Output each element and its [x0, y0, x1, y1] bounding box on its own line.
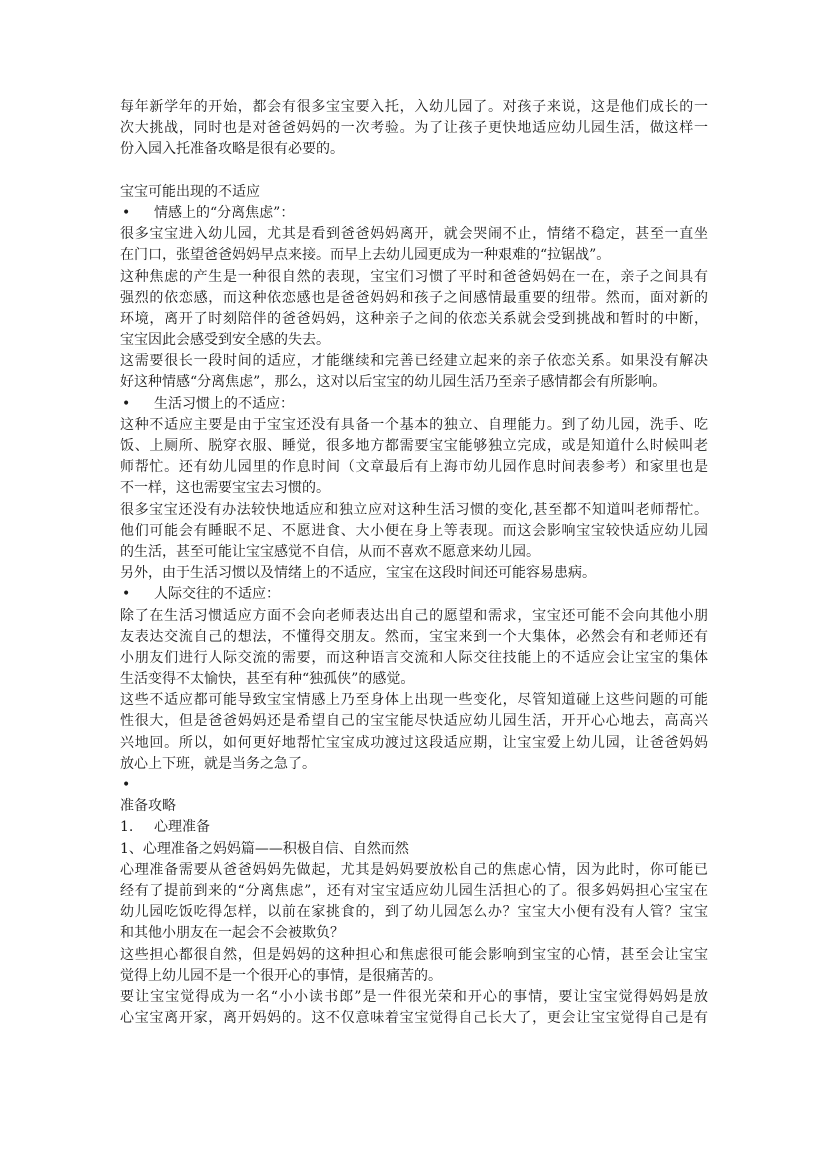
section-heading: 宝宝可能出现的不适应: [120, 183, 260, 200]
bullet-item-separation-anxiety: [120, 203, 708, 224]
intro-paragraph: [120, 97, 708, 161]
text-line: 幼儿园吃饭吃得怎样，以前在家挑食的，到了幼儿园怎么办？宝宝大小便有没有人管？宝宝: [120, 904, 708, 921]
bullet-label: 情感上的“分离焦虑”：: [154, 204, 295, 221]
paragraph: [120, 945, 708, 987]
text-line: 环境，离开了时刻陪伴的爸爸妈妈，这种亲子之间的依恋关系就会受到挑战和暂时的中断，: [120, 310, 708, 327]
paragraph: [120, 987, 708, 1029]
paragraph: [120, 415, 708, 500]
bullet-label: 人际交往的不适应：: [154, 586, 280, 603]
text-line: 这些不适应都可能导致宝宝情感上乃至身体上出现一些变化，尽管知道碰上这些问题的可能: [120, 692, 708, 709]
bullet-item-social-interaction: [120, 584, 708, 605]
paragraph: [120, 224, 708, 266]
subsection-heading: 1、心理准备之妈妈篇——积极自信、自然而然: [120, 840, 409, 857]
paragraph: [120, 267, 708, 352]
text-line: 每年新学年的开始，都会有很多宝宝要入托，入幼儿园了。对孩子来说，这是他们成长的一: [120, 99, 708, 115]
text-line: 生活变得不太愉快，甚至有种“独孤侠”的感觉。: [120, 671, 415, 688]
text-line: 他们可能会有睡眠不足、不愿进食、大小便在身上等表现。而这会影响宝宝较快适应幼儿园: [120, 522, 708, 539]
section-heading: 准备攻略: [120, 798, 176, 815]
text-line: 强烈的依恋感，而这种依恋感也是爸爸妈妈和孩子之间感情最重要的纽带。然而，面对新的: [120, 289, 708, 306]
text-line: 觉得上幼儿园不是一个很开心的事情，是很痛苦的。: [120, 967, 442, 984]
text-line: 这种焦虑的产生是一种很自然的表现，宝宝们习惯了平时和爸爸妈妈在一在，亲子之间具有: [120, 268, 708, 285]
bullet-label: 生活习惯上的不适应：: [154, 395, 294, 412]
bullet-item-living-habits: [120, 394, 708, 415]
text-line: 要让宝宝觉得成为一名“小小读书郎”是一件很光荣和开心的事情，要让宝宝觉得妈妈是放: [120, 988, 708, 1005]
document-page: [120, 97, 708, 1029]
paragraph: [120, 351, 708, 393]
paragraph-gap: [120, 161, 708, 182]
bullet-icon: •: [122, 777, 131, 793]
text-line: 友表达交流自己的想法，不懂得交朋友。然而，宝宝来到一个大集体，必然会有和老师还有: [120, 628, 708, 645]
text-line: 次大挑战，同时也是对爸爸妈妈的一次考验。为了让孩子更快地适应幼儿园生活，做这样一: [120, 120, 708, 137]
item-label: 心理准备: [154, 819, 210, 836]
text-line: 小朋友们进行人际交流的需要，而这种语言交流和人际交往技能上的不适应会让宝宝的集体: [120, 649, 708, 666]
paragraph: [120, 563, 708, 584]
text-line: 心理准备需要从爸爸妈妈先做起，尤其是妈妈要放松自己的焦虑心情，因为此时，你可能已: [120, 861, 708, 878]
text-line: 宝宝因此会感受到安全感的失去。: [120, 332, 330, 349]
text-line: 师帮忙。还有幼儿园里的作息时间（文章最后有上海市幼儿园作息时间表参考）和家里也是: [120, 459, 708, 476]
text-line: 在门口，张望爸爸妈妈早点来接。而早上去幼儿园更成为一种艰难的“拉锯战”。: [120, 247, 611, 264]
text-line: 和其他小朋友在一起会不会被欺负？: [120, 925, 344, 942]
text-line: 另外，由于生活习惯以及情绪上的不适应，宝宝在这段时间还可能容易患病。: [120, 565, 596, 582]
text-line: 性很大，但是爸爸妈妈还是希望自己的宝宝能尽快适应幼儿园生活，开开心心地去，高高兴: [120, 713, 708, 730]
text-line: 好这种情感“分离焦虑”，那么，这对以后宝宝的幼儿园生活乃至亲子感情都会有所影响。: [120, 374, 667, 391]
bullet-item-empty: [120, 775, 708, 796]
text-line: 除了在生活习惯适应方面不会向老师表达出自己的愿望和需求，宝宝还可能不会向其他小朋: [120, 607, 708, 624]
text-line: 放心上下班，就是当务之急了。: [120, 755, 316, 772]
text-line: 饭、上厕所、脱穿衣服、睡觉，很多地方都需要宝宝能够独立完成，或是知道什么时候叫老: [120, 438, 708, 454]
text-line: 很多宝宝还没有办法较快地适应和独立应对这种生活习惯的变化,甚至都不知道叫老师帮忙。: [120, 501, 708, 518]
bullet-icon: •: [122, 204, 131, 221]
text-line: 很多宝宝进入幼儿园，尤其是看到爸爸妈妈离开，就会哭闹不止，情绪不稳定，甚至一直坐: [120, 226, 708, 243]
text-line: 这需要很长一段时间的适应，才能继续和完善已经建立起来的亲子依恋关系。如果没有解决: [120, 353, 708, 370]
text-line: 心宝宝离开家，离开妈妈的。这不仅意味着宝宝觉得自己长大了，更会让宝宝觉得自己是有: [120, 1010, 708, 1027]
paragraph: [120, 690, 708, 775]
text-line: 不一样，这也需要宝宝去习惯的。: [120, 480, 330, 497]
text-line: 的生活，甚至可能让宝宝感觉不自信，从而不喜欢不愿意来幼儿园。: [120, 543, 540, 560]
item-number: 1.: [120, 819, 134, 836]
text-line: 兴地回。所以，如何更好地帮忙宝宝成功渡过这段适应期，让宝宝爱上幼儿园，让爸爸妈妈: [120, 734, 708, 751]
text-line: 这种不适应主要是由于宝宝还没有具备一个基本的独立、自理能力。到了幼儿园，洗手、吃: [120, 416, 708, 433]
paragraph: [120, 500, 708, 564]
paragraph: [120, 860, 708, 945]
text-line: 份入园入托准备攻略是很有必要的。: [120, 141, 344, 158]
paragraph: [120, 606, 708, 691]
numbered-item-psychological: [120, 817, 708, 838]
bullet-icon: •: [122, 395, 131, 412]
text-line: 经有了提前到来的“分离焦虑”，还有对宝宝适应幼儿园生活担心的了。很多妈妈担心宝宝在: [120, 882, 708, 899]
text-line: 这些担心都很自然，但是妈妈的这种担心和焦虑很可能会影响到宝宝的心情，甚至会让宝宝: [120, 946, 708, 963]
bullet-icon: •: [122, 586, 131, 603]
